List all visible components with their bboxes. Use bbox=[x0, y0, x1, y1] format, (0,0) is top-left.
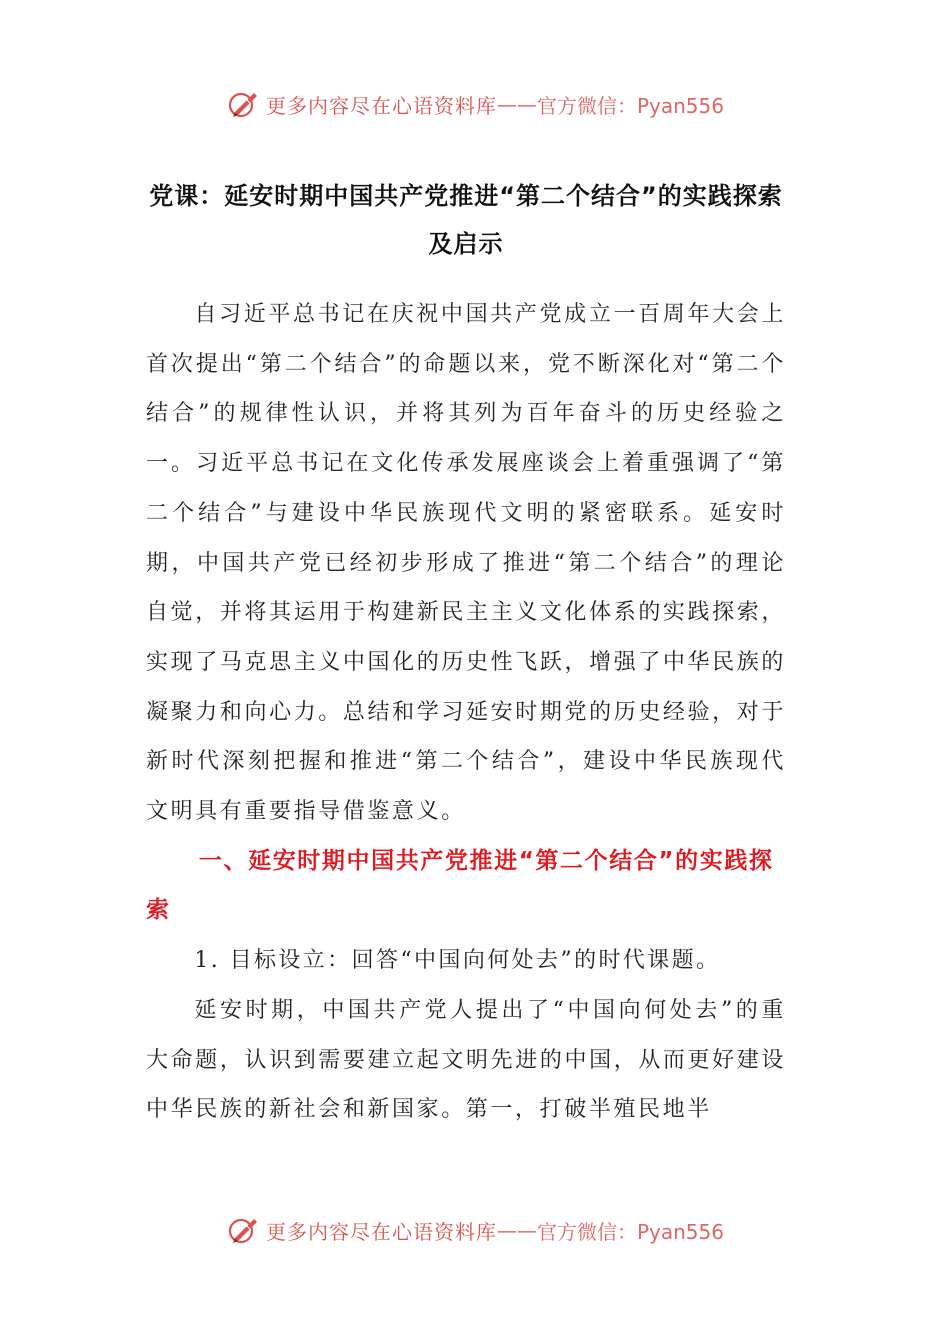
section-heading: 一、延安时期中国共产党推进“第二个结合”的实践探索 bbox=[146, 847, 774, 924]
subsection-heading: 1. 目标设立：回答“中国向何处去”的时代课题。 bbox=[194, 948, 721, 974]
document-page bbox=[146, 172, 786, 1135]
quill-pen-logo-icon bbox=[226, 1213, 260, 1247]
header-watermark-banner bbox=[0, 84, 950, 124]
body-paragraph: 延安时期，中国共产党人提出了“中国向何处去”的重大命题，认识到需要建立起文明先进的中国，从而更好建设中华民族的新社会和新国家。第一，打破半殖民地半 bbox=[146, 997, 786, 1123]
banner-text: 更多内容尽在心语资料库 bbox=[265, 1219, 497, 1244]
document-title: 党课：延安时期中国共产党推进“第二个结合”的实践探索及启示 bbox=[149, 182, 783, 258]
banner-text: 更多内容尽在心语资料库 bbox=[265, 93, 497, 118]
banner-wechat: 官方微信：Pyan556 bbox=[536, 1219, 724, 1244]
intro-paragraph: 自习近平总书记在庆祝中国共产党成立一百周年大会上首次提出“第二个结合”的命题以来，党不断深化对“第二个结合”的规律性认识，并将其列为百年奋斗的历史经验之一。习近平总书记在文化传承发展座谈会上着重强调了“第二个结合”与建设中华民族现代文明的紧密联系。延安时期，中国共产党已经初步形成了推进“第二个结合”的理论自觉，并将其运用于构建新民主主义文化体系的实践探索，实现了马克思主义中国化的历史性飞跃，增强了中华民族的凝聚力和向心力。总结和学习延安时期党的历史经验，对于新时代深刻把握和推进“第二个结合”，建设中华民族现代文明具有重要指导借鉴意义。 bbox=[146, 302, 786, 825]
banner-wechat: 官方微信：Pyan556 bbox=[536, 93, 724, 118]
banner-separator: —— bbox=[496, 1218, 537, 1242]
quill-pen-logo-icon bbox=[226, 87, 260, 121]
banner-separator: —— bbox=[496, 92, 537, 116]
footer-watermark-banner bbox=[0, 1210, 950, 1250]
